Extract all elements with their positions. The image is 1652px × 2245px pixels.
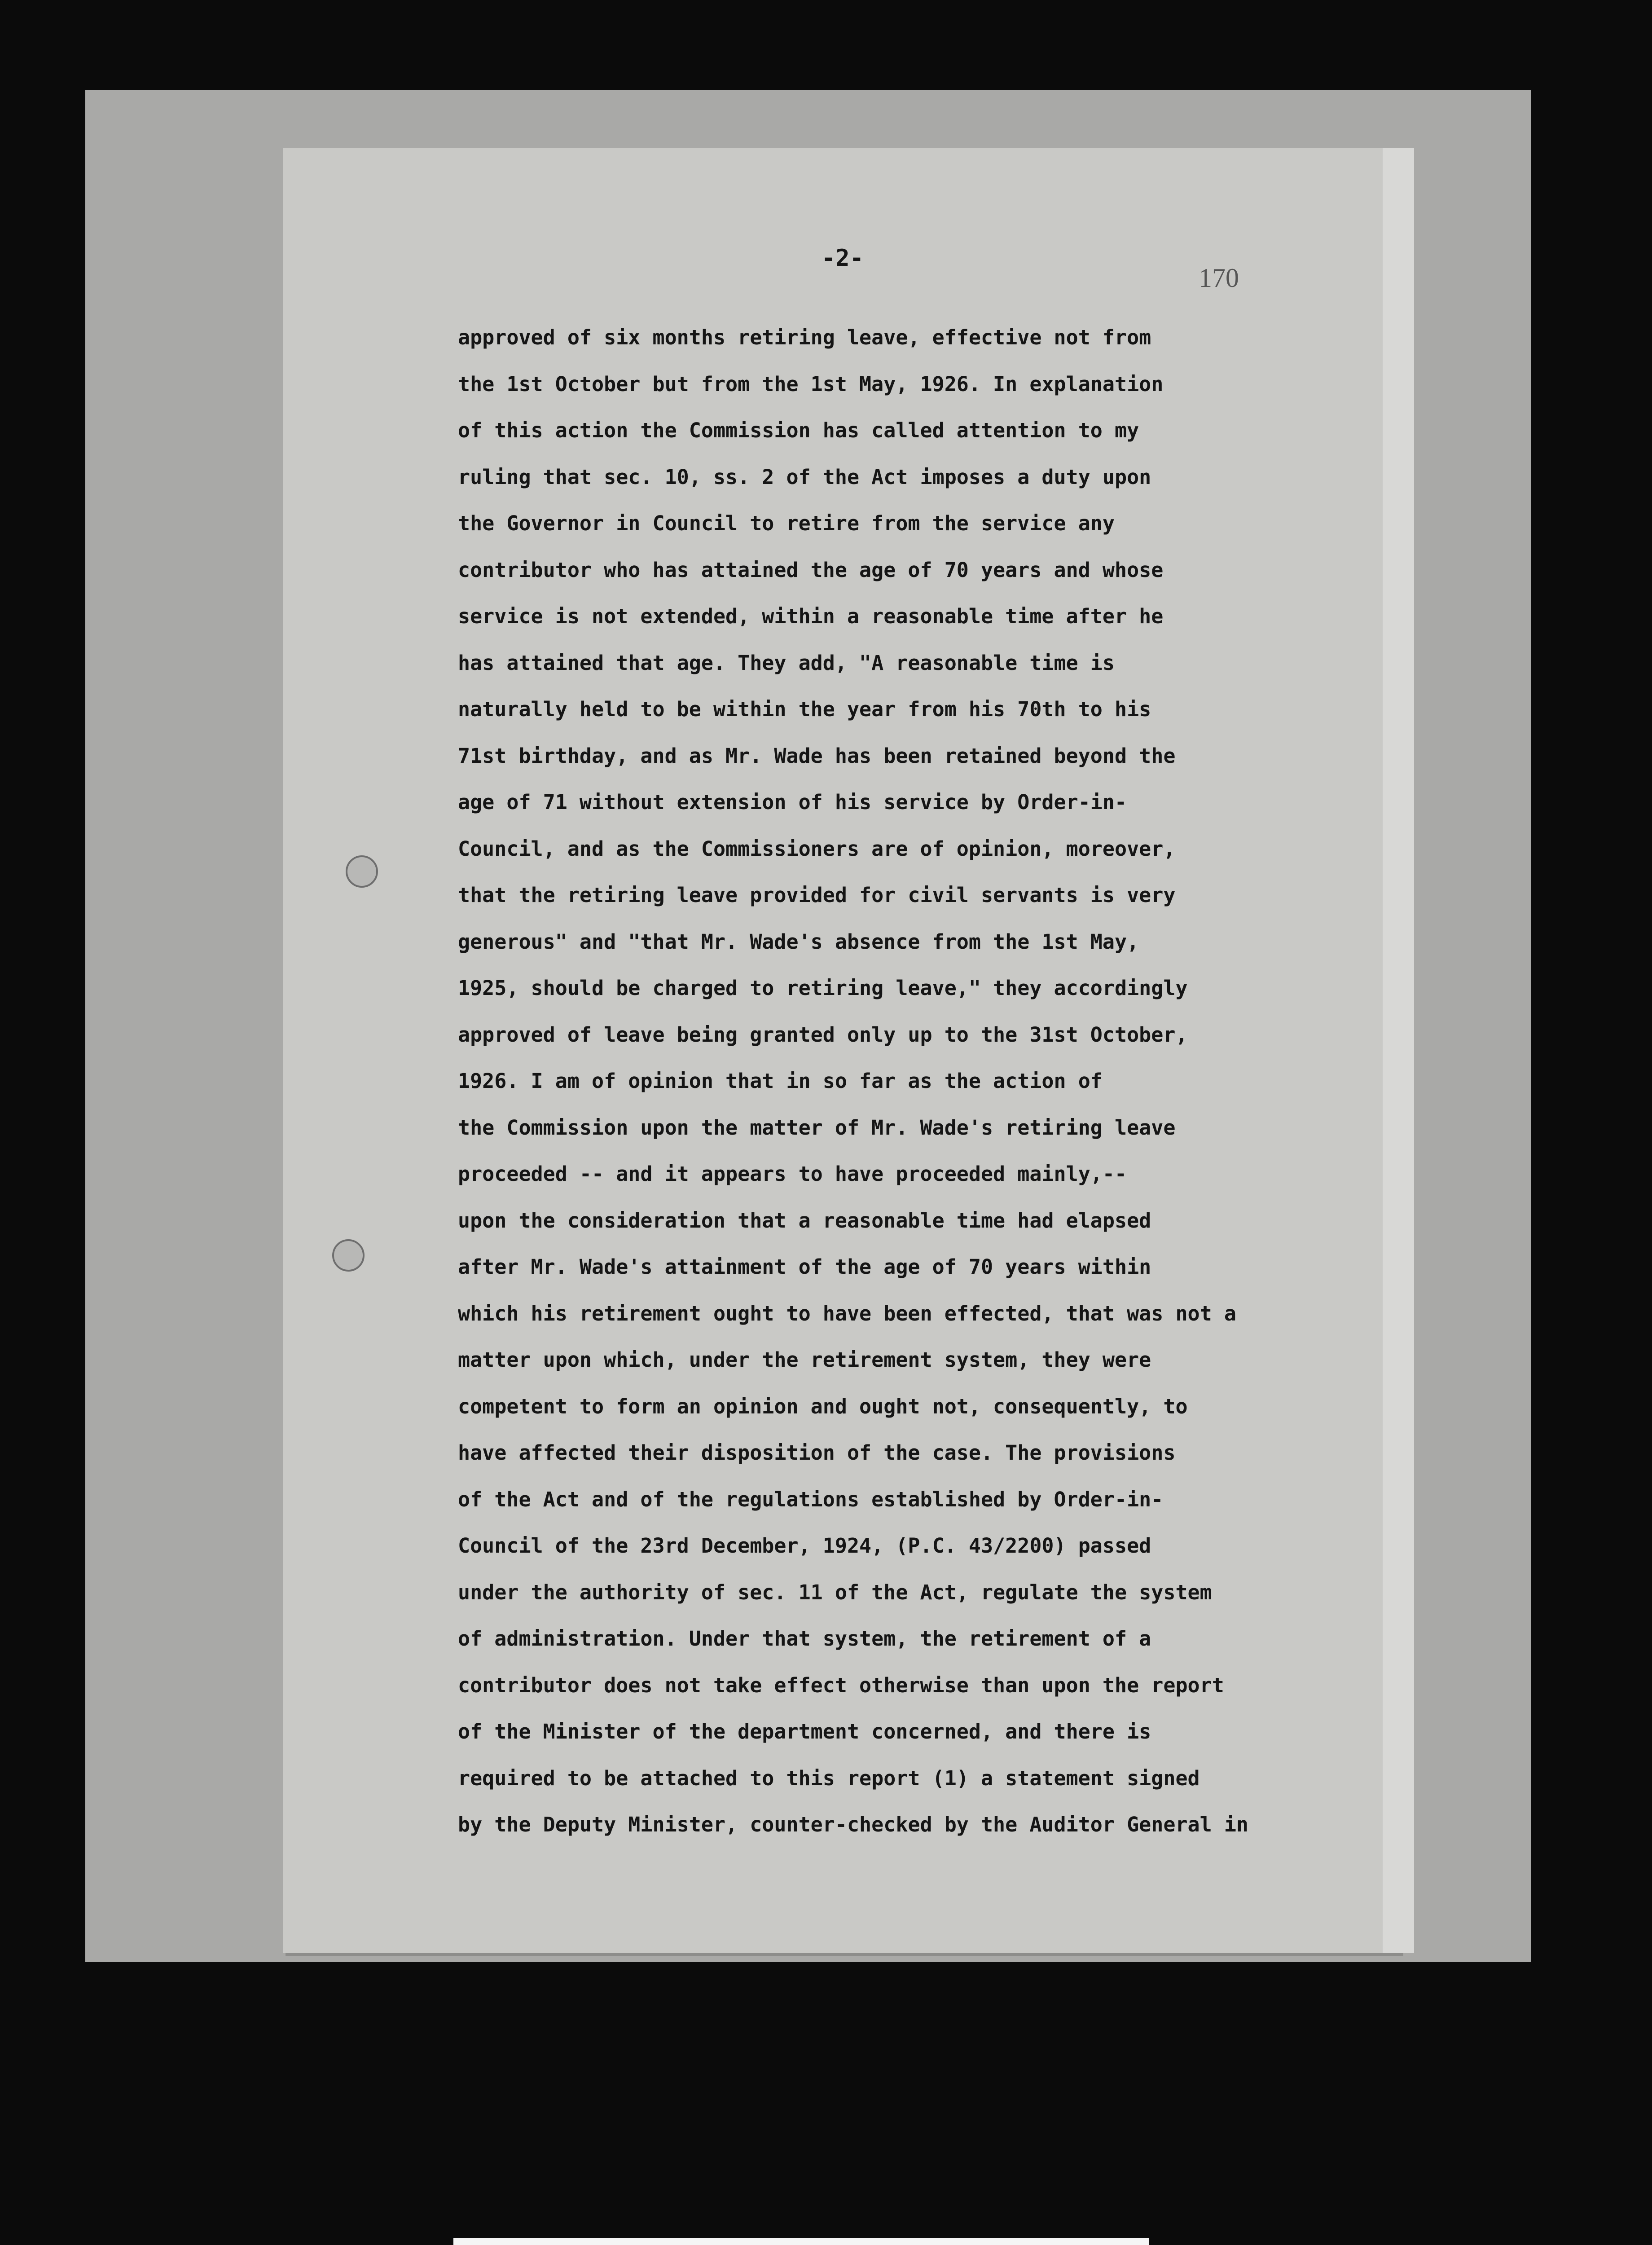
text-line: Council of the 23rd December, 1924, (P.C. 43/2200) passed [458, 1534, 1151, 1558]
text-line: of administration. Under that system, the retirement of a [458, 1627, 1151, 1651]
punch-hole [332, 1239, 365, 1272]
text-line: age of 71 without extension of his service by Order-in- [458, 790, 1127, 814]
text-line: Council, and as the Commissioners are of opinion, moreover, [458, 836, 1176, 861]
text-line: after Mr. Wade's attainment of the age of 70 years within [458, 1255, 1151, 1279]
text-line: 71st birthday, and as Mr. Wade has been retained beyond the [458, 744, 1176, 768]
text-line: required to be attached to this report (1) a statement signed [458, 1766, 1200, 1790]
text-line: the Commission upon the matter of Mr. Wade's retiring leave [458, 1115, 1176, 1140]
typed-body-text [458, 314, 1383, 1848]
page-edge [1383, 148, 1414, 1953]
text-line: matter upon which, under the retirement system, they were [458, 1348, 1151, 1372]
text-line: which his retirement ought to have been effected, that was not a [458, 1301, 1236, 1325]
archive-reference-label [453, 2238, 1149, 2245]
text-line: competent to form an opinion and ought not, consequently, to [458, 1394, 1188, 1418]
text-line: the Governor in Council to retire from the service any [458, 511, 1115, 535]
text-line: approved of leave being granted only up to the 31st October, [458, 1022, 1188, 1047]
text-line: naturally held to be within the year from his 70th to his [458, 697, 1151, 721]
folio-number: 170 [1199, 263, 1239, 293]
text-line: have affected their disposition of the case. The provisions [458, 1441, 1176, 1465]
text-line: under the authority of sec. 11 of the Act, regulate the system [458, 1580, 1212, 1604]
text-line: upon the consideration that a reasonable time had elapsed [458, 1208, 1151, 1233]
text-line: has attained that age. They add, "A reasonable time is [458, 651, 1115, 675]
text-line: ruling that sec. 10, ss. 2 of the Act imposes a duty upon [458, 465, 1151, 489]
text-line: 1926. I am of opinion that in so far as the action of [458, 1069, 1103, 1093]
page-number: -2- [822, 245, 864, 272]
text-line: proceeded -- and it appears to have proceeded mainly,-- [458, 1162, 1127, 1186]
text-line: contributor who has attained the age of 70 years and whose [458, 558, 1164, 582]
text-line: 1925, should be charged to retiring leave," they accordingly [458, 976, 1188, 1000]
text-line: of this action the Commission has called attention to my [458, 418, 1139, 442]
text-line: of the Minister of the department concerned, and there is [458, 1720, 1151, 1743]
text-line: generous" and "that Mr. Wade's absence from the 1st May, [458, 929, 1139, 954]
text-line: service is not extended, within a reasonable time after he [458, 604, 1164, 628]
text-line: by the Deputy Minister, counter-checked by the Auditor General in [458, 1813, 1248, 1836]
text-line: of the Act and of the regulations established by Order-in- [458, 1487, 1164, 1511]
text-line: that the retiring leave provided for civil servants is very [458, 883, 1176, 907]
text-line: the 1st October but from the 1st May, 1926. In explanation [458, 372, 1164, 396]
text-line: contributor does not take effect otherwise than upon the report [458, 1673, 1224, 1697]
text-line: approved of six months retiring leave, effective not from [458, 326, 1151, 349]
punch-hole [346, 855, 378, 888]
